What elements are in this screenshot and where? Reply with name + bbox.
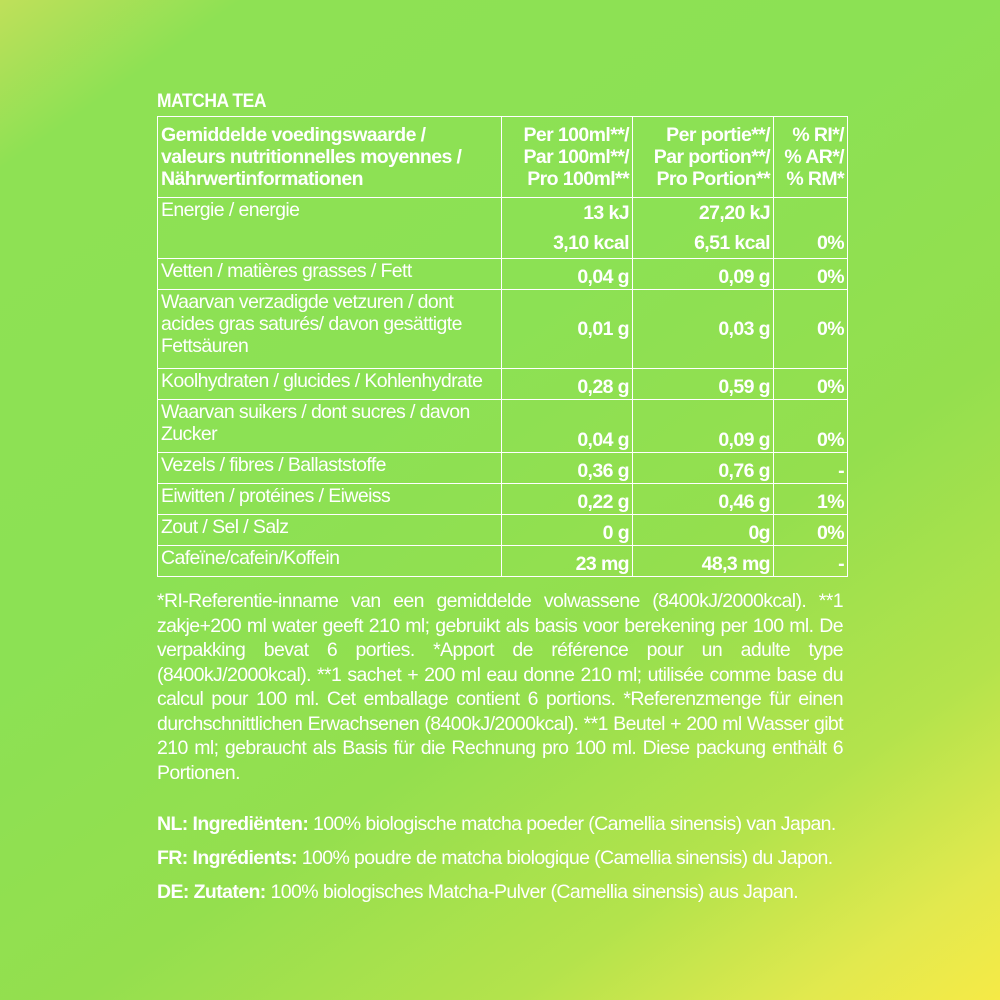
table-row — [158, 290, 848, 369]
header-nutrient: Gemiddelde voedingswaarde / valeurs nutritionnelles moyennes / Nährwertinformationen — [158, 117, 502, 198]
nutrient-name: Waarvan suikers / dont sucres / davon Zucker — [158, 400, 502, 453]
value-per-portion: 48,3 mg — [633, 546, 774, 577]
value-ri: 0% — [774, 259, 848, 290]
table-row — [158, 546, 848, 577]
table-row-energy — [158, 198, 848, 259]
ingredients-list — [157, 807, 847, 909]
value-ri: - — [774, 546, 848, 577]
nutrient-name: Cafeïne/cafein/Koffein — [158, 546, 502, 577]
nutrition-label — [157, 88, 847, 909]
table-row — [158, 369, 848, 400]
value-per-portion: 0,46 g — [633, 484, 774, 515]
ingredient-label: DE: Zutaten: — [157, 881, 266, 903]
ingredient-de — [157, 875, 847, 909]
value-per-100ml: 0,01 g — [502, 290, 633, 369]
nutrient-name: Vetten / matières grasses / Fett — [158, 259, 502, 290]
header-per-100ml: Per 100ml**/ Par 100ml**/ Pro 100ml** — [502, 117, 633, 198]
nutrient-name: Eiwitten / protéines / Eiweiss — [158, 484, 502, 515]
ingredient-fr — [157, 841, 847, 875]
table-row — [158, 400, 848, 453]
value-ri: 0% — [774, 369, 848, 400]
value-per-portion: 0,09 g — [633, 400, 774, 453]
value-per-portion: 0,03 g — [633, 290, 774, 369]
value-per-100ml: 0,04 g — [502, 400, 633, 453]
value-per-portion: 0,09 g — [633, 259, 774, 290]
value-ri: 0% — [774, 400, 848, 453]
nutrient-name: Vezels / fibres / Ballaststoffe — [158, 453, 502, 484]
ingredient-label: FR: Ingrédients: — [157, 847, 297, 869]
value-ri: 0% — [774, 515, 848, 546]
table-row — [158, 259, 848, 290]
value-per-100ml: 0,36 g — [502, 453, 633, 484]
value-per-100ml: 0,04 g — [502, 259, 633, 290]
ingredient-text: 100% biologische matcha poeder (Camellia sinensis) van Japan. — [308, 813, 836, 835]
footnote: *RI-Referentie-inname van een gemiddelde volwassene (8400kJ/2000kcal). **1 zakje+200 ml water geeft 210 ml; gebruikt als basis voor berekening per 100 ml. De verpakking bevat 6 porties. *Apport de référence pour un adulte type (8400kJ/2000kcal). **1 sachet + 200 ml eau donne 210 ml; utilisée comme base du calcul pour 100 ml. Cet emballage contient 6 portions. *Referenzmenge für einen durchschnittlichen Erwachsenen (8400kJ/2000kcal). **1 Beutel + 200 ml Wasser gibt 210 ml; gebraucht als Basis für die Rechnung pro 100 ml. Diese packung enthält 6 Portionen. — [157, 590, 843, 784]
product-title: MATCHA TEA — [157, 91, 267, 112]
energy-name: Energie / energie — [158, 198, 502, 259]
energy-per-portion: 27,20 kJ 6,51 kcal — [633, 198, 774, 259]
header-ri: % RI*/ % AR*/ % RM* — [774, 117, 848, 198]
ingredient-text: 100% biologisches Matcha-Pulver (Camellia sinensis) aus Japan. — [265, 881, 799, 903]
value-per-100ml: 23 mg — [502, 546, 633, 577]
value-per-portion: 0,59 g — [633, 369, 774, 400]
ingredient-label: NL: Ingrediënten: — [157, 813, 309, 835]
value-ri: 1% — [774, 484, 848, 515]
ingredient-nl — [157, 807, 847, 841]
nutrient-name: Koolhydraten / glucides / Kohlenhydrate — [158, 369, 502, 400]
value-ri: - — [774, 453, 848, 484]
energy-ri: 0% — [774, 198, 848, 259]
nutrient-name: Zout / Sel / Salz — [158, 515, 502, 546]
table-row — [158, 515, 848, 546]
table-header-row — [158, 117, 848, 198]
table-row — [158, 484, 848, 515]
nutrition-table — [157, 116, 848, 577]
table-row — [158, 453, 848, 484]
nutrient-name: Waarvan verzadigde vetzuren / dont acides gras saturés/ davon gesättigte Fettsäuren — [158, 290, 502, 369]
value-per-100ml: 0,22 g — [502, 484, 633, 515]
header-per-portion: Per portie**/ Par portion**/ Pro Portion** — [633, 117, 774, 198]
value-per-100ml: 0,28 g — [502, 369, 633, 400]
value-per-100ml: 0 g — [502, 515, 633, 546]
energy-per-100ml: 13 kJ 3,10 kcal — [502, 198, 633, 259]
value-ri: 0% — [774, 290, 848, 369]
value-per-portion: 0,76 g — [633, 453, 774, 484]
ingredient-text: 100% poudre de matcha biologique (Camellia sinensis) du Japon. — [296, 847, 833, 869]
value-per-portion: 0g — [633, 515, 774, 546]
